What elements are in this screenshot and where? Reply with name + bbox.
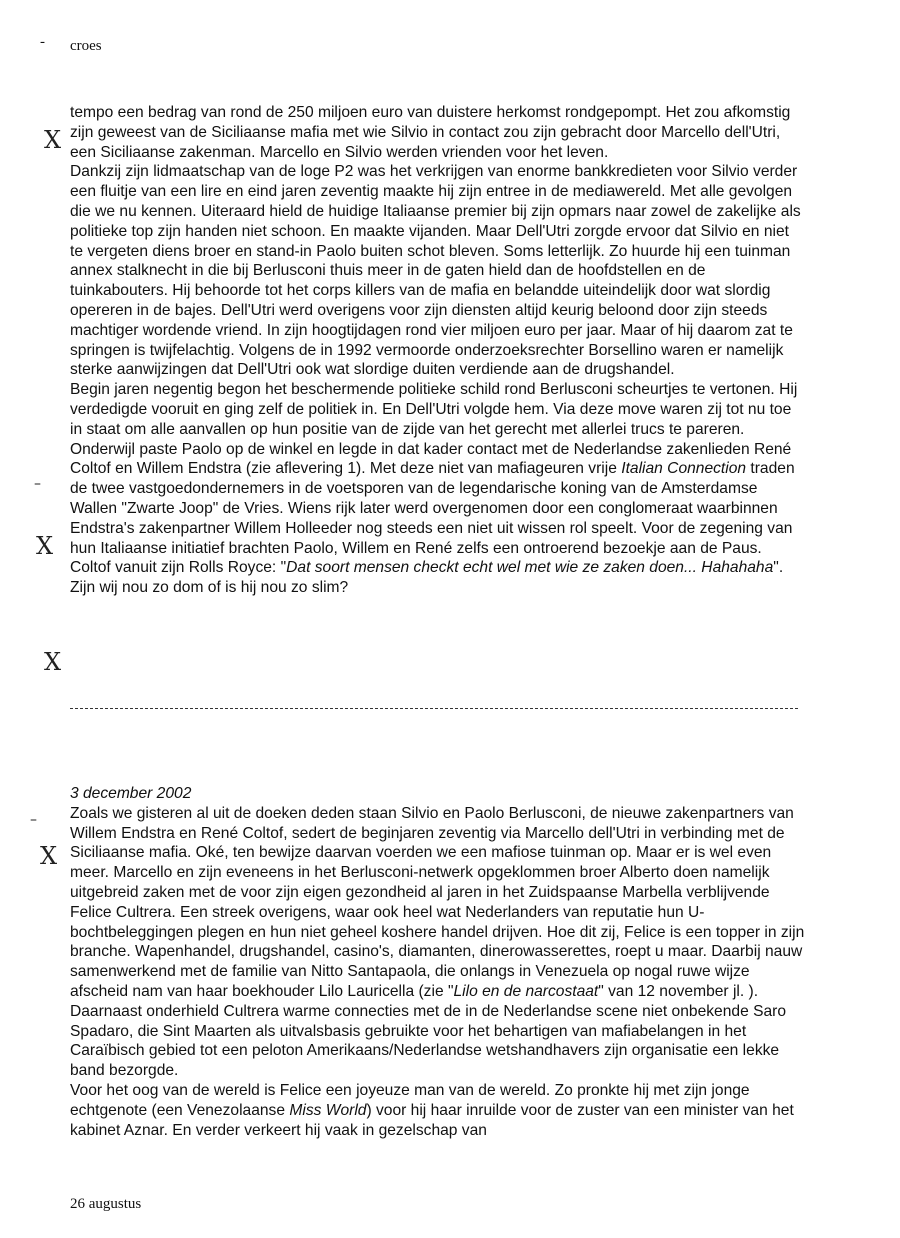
paragraph: Dankzij zijn lidmaatschap van de loge P2 was het verkrijgen van enorme bankkredieten voor Silvio verder een fluitje van een lire en eind jaren zeventig maakte hij zijn entree in de mediawereld. Met alle gevolgen die we nu kennen. Uiteraard hield de huidige Italiaanse premier bij zijn opmars naar zowel de zakelijke als politieke top zijn handen niet schoon. En maakte vijanden. Maar Dell'Utri zorgde ervoor dat Silvio en niet te vergeten diens broer en stand-in Paolo buiten schot bleven. Soms letterlijk. Zo huurde hij een tuinman annex stalknecht in die bij Berlusconi thuis meer in de gaten hield dan de hoofdstellen en de tuinkabouters. Hij behoorde tot het corps killers van de mafia en belandde uiteindelijk door wat slordig opereren in de bajes. Dell'Utri werd overigens voor zijn diensten altijd keurig beloond door zijn steeds machtiger wordende vriend. In zijn hoogtijdagen rond vier miljoen euro per jaar. Maar of hij daarom zat te springen is twijfelachtig. Volgens de in 1992 vermoorde onderzoeksrechter Borsellino waren er namelijk sterke aanwijzingen dat Dell'Utri ook wat slordige duiten verdiende aan de drugshandel. xyxy=(70,163,801,379)
section-date: 3 december 2002 xyxy=(70,785,192,802)
margin-x-mark-3: X xyxy=(44,648,62,676)
article-section xyxy=(70,784,805,1140)
footer-page-label: 26 augustus xyxy=(70,1196,142,1212)
margin-x-mark-4: X xyxy=(40,842,58,870)
margin-x-mark-2: X xyxy=(36,532,54,560)
margin-x-mark-1: X xyxy=(44,126,62,154)
header-dash: - xyxy=(40,34,45,50)
italic-title: Lilo en de narcostaat xyxy=(453,982,599,1000)
paragraph: Voor het oog van de wereld is Felice een joyeuze man van de wereld. Zo pronkte hij met zijn jonge echtgenote (een Venezolaanse Miss World) voor hij haar inruilde voor de zuster van een minister van het kabinet Aznar. En verder verkeert hij vaak in gezelschap van xyxy=(70,1081,794,1139)
italic-term: Italian Connection xyxy=(621,460,747,478)
paragraph: Begin jaren negentig begon het beschermende politieke schild rond Berlusconi scheurtjes te vertonen. Hij verdedigde vooruit en ging zelf de politiek in. En Dell'Utri volgde hem. Via deze move waren zij tot nu toe in staat om alle aanvallen op hun positie van de zijde van het gerecht met allerlei trucs te pareren. Onderwijl paste Paolo op de winkel en legde in dat kader contact met de Nederlandse zakenlieden René Coltof en Willem Endstra (zie aflevering 1). Met deze niet van mafiageuren vrije Italian Connection traden de twee vastgoedondernemers in de voetsporen van de legendarische koning van de Amsterdamse Wallen "Zwarte Joop" de Vries. Wiens rijk later werd overgenomen door een conglomeraat waarbinnen Endstra's zakenpartner Willem Holleeder nog steeds een niet uit wissen rol speelt. Voor de zegening van hun Italiaanse initiatief brachten Paolo, Willem en René zelfs een ontroerend bezoekje aan de Paus. Coltof vanuit zijn Rolls Royce: "Dat soort mensen checkt echt wel met wie ze zaken doen... Hahahaha". Zijn wij nou zo dom of is hij nou zo slim? xyxy=(70,381,798,597)
margin-dash-mark-1: – xyxy=(34,476,41,492)
italic-quote: Dat soort mensen checkt echt wel met wie ze zaken doen... Hahahaha xyxy=(286,559,774,577)
paragraph: Zoals we gisteren al uit de doeken deden staan Silvio en Paolo Berlusconi, de nieuwe zakenpartners van Willem Endstra en René Coltof, sedert de beginjaren zeventig via Marcello dell'Utri in verbinding met de Siciliaanse mafia. Oké, ten bewijze daarvan voerden we een mafiose tuinman op. Maar er is wel even meer. Marcello en zijn eveneens in het Berlusconi-netwerk opgeklommen broer Alberto doen namelijk uitgebreid zaken met de voor zijn eigen gezondheid al jaren in het Zuidspaanse Marbella verblijvende Felice Cultrera. Een streek overigens, waar ook heel wat Nederlanders van reputatie hun U-bochtbeleggingen plegen en hun niet geheel koshere handel drijven. Hoe dit zij, Felice is een topper in zijn branche. Wapenhandel, drugshandel, casino's, diamanten, dinerowasserettes, roept u maar. Daarbij nauw samenwerkend met de familie van Nitto Santapaola, die onlangs in Venezuela op nogal ruwe wijze afscheid nam van haar boekhouder Lilo Lauricella (zie "Lilo en de narcostaat" van 12 november jl. ). Daarnaast onderhield Cultrera warme connecties met de in de Nederlandse scene niet onbekende Saro Spadaro, die Sint Maarten als uitvalsbasis gebruikte voor het behartigen van mafiabelangen in het Caraïbisch gebied tot een peloton Amerikaans/Nederlandse wetshandhavers zijn organisatie een lekke band bezorgde. xyxy=(70,804,805,1080)
margin-dash-mark-2: – xyxy=(30,812,37,828)
paragraph: tempo een bedrag van rond de 250 miljoen euro van duistere herkomst rondgepompt. Het zou afkomstig zijn geweest van de Siciliaanse mafia met wie Silvio in contact zou zijn gebracht door Marcello dell'Utri, een Siciliaanse zakenman. Marcello en Silvio werden vrienden voor het leven. xyxy=(70,104,791,161)
article-continuation xyxy=(70,103,805,598)
italic-term: Miss World xyxy=(289,1101,367,1119)
section-divider xyxy=(70,708,798,709)
header-title: croes xyxy=(70,38,102,54)
